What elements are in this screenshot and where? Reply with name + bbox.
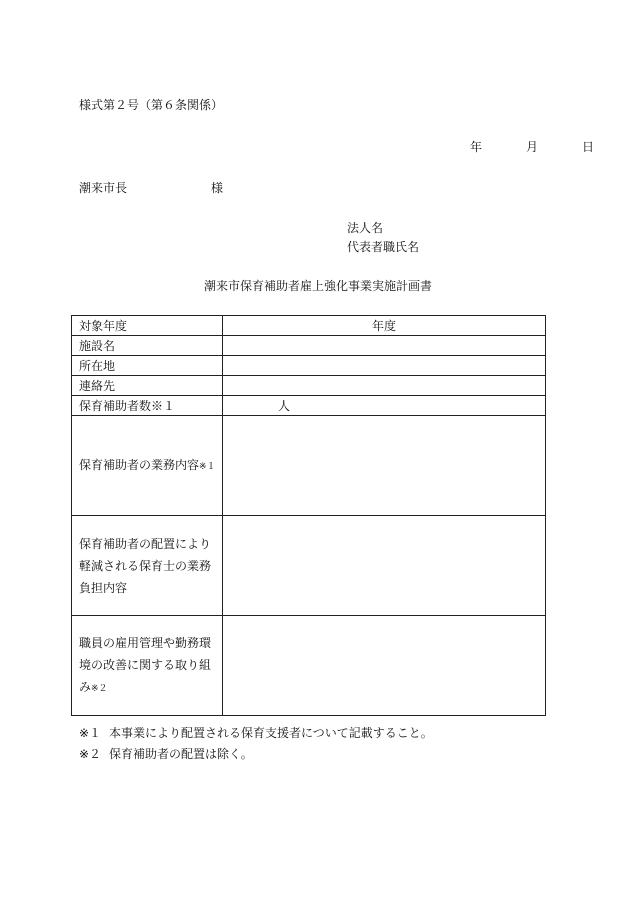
contact-field[interactable]	[223, 376, 546, 396]
employment-improvement-label-text: 職員の雇用管理や勤務環境の改善に関する取り組み	[79, 635, 212, 694]
row-label-employment-improvement	[72, 616, 223, 716]
row-label-facility-name: 施設名	[72, 336, 223, 356]
employment-improvement-field[interactable]	[223, 616, 546, 716]
row-label-contact: 連絡先	[72, 376, 223, 396]
note-ref-2: ※２	[91, 683, 108, 694]
table-row	[72, 376, 546, 396]
year-unit-label: 年度	[371, 318, 396, 333]
addressee-line	[79, 179, 223, 196]
facility-name-field[interactable]	[223, 336, 546, 356]
table-row	[72, 616, 546, 716]
footnote-2-mark: ※２	[79, 747, 102, 761]
form-number: 様式第２号（第６条関係）	[79, 98, 224, 112]
table-row	[72, 516, 546, 616]
row-label-assistant-duties	[72, 416, 223, 516]
target-year-field[interactable]	[223, 316, 546, 336]
row-label-assistant-count: 保育補助者数※１	[72, 396, 223, 416]
row-label-burden-reduction: 保育補助者の配置により軽減される保育士の業務負担内容	[72, 516, 223, 616]
footnote-1	[79, 724, 433, 741]
assistant-count-field[interactable]	[223, 396, 546, 416]
table-row	[72, 336, 546, 356]
plan-table	[71, 315, 546, 716]
person-unit-label: 人	[278, 398, 291, 413]
table-row	[72, 316, 546, 336]
row-label-address: 所在地	[72, 356, 223, 376]
date-year-label: 年	[470, 140, 483, 154]
corporation-name-label: 法人名	[347, 221, 384, 235]
footnote-2-text: 保育補助者の配置は除く。	[109, 747, 253, 761]
note-ref-1: ※１	[199, 461, 216, 472]
table-row	[72, 396, 546, 416]
row-label-target-year: 対象年度	[72, 316, 223, 336]
assistant-duties-field[interactable]	[223, 416, 546, 516]
address-field[interactable]	[223, 356, 546, 376]
addressee-suffix: 様	[211, 181, 224, 195]
burden-reduction-field[interactable]	[223, 516, 546, 616]
table-row	[72, 356, 546, 376]
table-row	[72, 416, 546, 516]
footnote-2	[79, 745, 253, 762]
document-title: 潮来市保育補助者雇上強化事業実施計画書	[204, 279, 433, 293]
footnote-1-mark: ※１	[79, 726, 102, 740]
representative-name-label: 代表者職氏名	[347, 240, 420, 254]
footnote-1-text: 本事業により配置される保育支援者について記載すること。	[109, 726, 433, 740]
assistant-duties-label-text: 保育補助者の業務内容	[79, 457, 200, 472]
date-month-label: 月	[526, 140, 539, 154]
date-day-label: 日	[582, 140, 595, 154]
date-line	[470, 138, 594, 155]
addressee-name: 潮来市長	[79, 181, 128, 195]
